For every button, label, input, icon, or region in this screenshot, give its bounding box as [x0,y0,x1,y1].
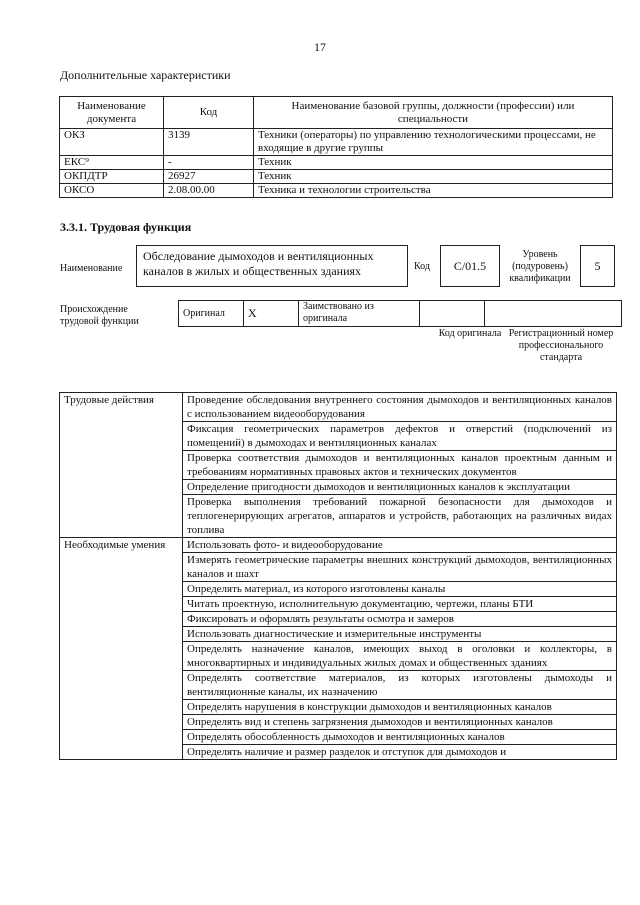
labor-action-item: Проведение обследования внутреннего состояния дымоходов и вентиляционных каналов с использованием видеооборудования [183,393,617,422]
table-row [60,538,617,553]
document-cell: ЕКС⁹ [60,156,164,170]
section-title: Дополнительные характеристики [60,68,231,82]
labor-function-table [59,392,617,760]
origin-table [178,300,622,327]
origin-code-cell [420,301,485,327]
skill-item: Определять вид и степень загрязнения дымоходов и вентиляционных каналов [183,715,617,730]
code-value: C/01.5 [453,259,487,273]
level-value: 5 [594,259,601,273]
group-name-cell: Техник [254,156,613,170]
code-cell: 3139 [164,129,254,156]
skill-item: Определять обособленность дымоходов и вентиляционных каналов [183,730,617,745]
function-name-box [136,245,408,287]
labor-actions-header: Трудовые действия [60,393,183,538]
table-row [60,129,613,156]
origin-label: Происхождение трудовой функции [60,304,139,327]
level-label: Уровень (подуровень) квалификации [509,249,571,284]
code-box [440,245,500,287]
labor-action-item: Проверка выполнения требований пожарной безопасности для дымоходов и теплогенерирующих агрегатов, аппаратов и устройств, работающих на различных видах топлива [183,495,617,538]
skill-item: Определять назначение каналов, имеющих выход в оголовки и коллекторы, в многоквартирных и индивидуальных жилых домах и общественных зданиях [183,642,617,671]
borrowed-label: Заимствовано из оригинала [299,301,420,327]
function-title: 3.3.1. Трудовая функция [60,220,192,234]
skills-header: Необходимые умения [60,538,183,760]
skill-item: Использовать диагностические и измерительные инструменты [183,627,617,642]
document-cell: ОКПДТР [60,170,164,184]
document-cell: ОКЗ [60,129,164,156]
skill-item: Определять материал, из которого изготовлены каналы [183,582,617,597]
group-name-cell: Техника и технологии строительства [254,184,613,198]
skill-item: Измерять геометрические параметры внешних конструкций дымоходов, вентиляционных каналов и шахт [183,553,617,582]
code-label: Код [414,261,430,272]
origin-code-label: Код оригинала [438,328,502,339]
table-header-row [60,97,613,129]
original-mark: X [244,301,299,327]
table-row [60,156,613,170]
table-row [60,170,613,184]
labor-action-item: Определение пригодности дымоходов и вентиляционных каналов к эксплуатации [183,480,617,495]
header-group-name: Наименование базовой группы, должности (профессии) или специальности [254,97,613,129]
header-document: Наименование документа [60,97,164,129]
reg-number-label: Регистрационный номер профессионального стандарта [508,328,614,363]
labor-action-item: Фиксация геометрических параметров дефектов и отверстий (подключений из помещений) в дымоходах и вентиляционных каналах [183,422,617,451]
code-cell: - [164,156,254,170]
code-cell: 2.08.00.00 [164,184,254,198]
skill-item: Определять соответствие материалов, из которых изготовлены дымоходы и вентиляционные каналы, их назначению [183,671,617,700]
header-code: Код [164,97,254,129]
skill-item: Читать проектную, исполнительную документацию, чертежи, планы БТИ [183,597,617,612]
level-box [580,245,615,287]
skill-item: Использовать фото- и видеооборудование [183,538,617,553]
document-cell: ОКСО [60,184,164,198]
original-label: Оригинал [179,301,244,327]
skill-item: Фиксировать и оформлять результаты осмотра и замеров [183,612,617,627]
table-row [60,393,617,422]
skill-item: Определять наличие и размер разделок и отступок для дымоходов и [183,745,617,760]
page-number: 17 [314,40,326,54]
code-cell: 26927 [164,170,254,184]
group-name-cell: Техники (операторы) по управлению технологическими процессами, не входящие в другие группы [254,129,613,156]
reg-number-cell [485,301,622,327]
name-label: Наименование [60,263,123,274]
skill-item: Определять нарушения в конструкции дымоходов и вентиляционных каналов [183,700,617,715]
labor-action-item: Проверка соответствия дымоходов и вентиляционных каналов проектным данным и требованиям нормативных правовых актов и технических документов [183,451,617,480]
function-name: Обследование дымоходов и вентиляционных каналов в жилых и общественных зданиях [143,249,374,278]
characteristics-table [59,96,613,198]
table-row [60,184,613,198]
group-name-cell: Техник [254,170,613,184]
